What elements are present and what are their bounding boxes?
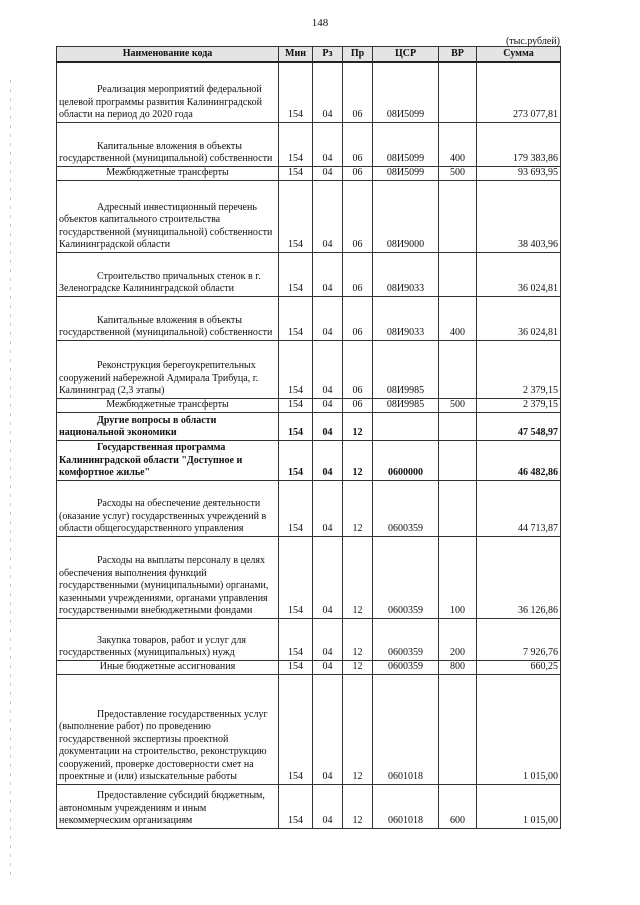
row-min-cell: 154: [279, 618, 313, 660]
row-pr-cell: 06: [343, 252, 373, 296]
row-name-cell: [57, 62, 279, 122]
row-vr-cell: [439, 180, 477, 252]
row-sum-cell: 179 383,86: [477, 122, 561, 166]
row-name: Капитальные вложения в объекты государственной (муниципальной) собственности: [59, 140, 273, 164]
row-sum-cell: 36 024,81: [477, 296, 561, 340]
row-pr-cell: 06: [343, 398, 373, 412]
row-pr-cell: 06: [343, 122, 373, 166]
row-csr-cell: 08И9985: [373, 340, 439, 398]
row-vr-cell: [439, 62, 477, 122]
row-vr-cell: [439, 674, 477, 784]
row-name: Предоставление государственных услуг (выполнение работ) по проведению государственной экспертизы проектной документации на строительство, реконструкцию сооружений, проверке достоверности смет на проектные и (или) изыскательные работы: [59, 708, 268, 782]
table-row: [57, 784, 561, 828]
row-vr-cell: 500: [439, 398, 477, 412]
table-row: [57, 180, 561, 252]
row-csr-cell: 08И9000: [373, 180, 439, 252]
row-sum-cell: 1 015,00: [477, 674, 561, 784]
row-name: Расходы на выплаты персоналу в целях обеспечения выполнения функций государственными (муниципальными) органами, казенными учреждениями, органами управления государственными внебюджетными фондами: [59, 555, 269, 616]
row-rz-cell: 04: [313, 660, 343, 674]
row-vr-cell: 500: [439, 166, 477, 180]
row-vr-cell: 400: [439, 296, 477, 340]
table-row: [57, 166, 561, 180]
row-name: Строительство причальных стенок в г. Зеленоградске Калининградской области: [59, 270, 261, 294]
row-csr-cell: [373, 412, 439, 440]
row-rz-cell: 04: [313, 180, 343, 252]
row-csr-cell: 08И9033: [373, 296, 439, 340]
row-pr-cell: 06: [343, 62, 373, 122]
table-row: [57, 62, 561, 122]
row-min-cell: 154: [279, 340, 313, 398]
row-vr-cell: [439, 412, 477, 440]
row-vr-cell: [439, 480, 477, 536]
row-name: Расходы на обеспечение деятельности (оказание услуг) государственных учреждений в области общегосударственного управления: [59, 498, 267, 534]
row-csr-cell: 0601018: [373, 784, 439, 828]
row-name-cell: [57, 440, 279, 480]
page-number: 148: [311, 17, 329, 29]
row-min-cell: 154: [279, 480, 313, 536]
row-rz-cell: 04: [313, 480, 343, 536]
row-name-cell: [57, 340, 279, 398]
header-name: Наименование кода: [57, 47, 279, 63]
row-name-cell: [57, 536, 279, 618]
row-name-cell: [57, 180, 279, 252]
table-row: [57, 252, 561, 296]
row-min-cell: 154: [279, 122, 313, 166]
row-rz-cell: 04: [313, 340, 343, 398]
row-min-cell: 154: [279, 180, 313, 252]
header-pr: Пр: [343, 47, 373, 63]
row-rz-cell: 04: [313, 412, 343, 440]
table-row: [57, 398, 561, 412]
header-min: Мин: [279, 47, 313, 63]
row-min-cell: 154: [279, 660, 313, 674]
row-rz-cell: 04: [313, 62, 343, 122]
row-rz-cell: 04: [313, 122, 343, 166]
row-vr-cell: [439, 252, 477, 296]
row-pr-cell: 12: [343, 674, 373, 784]
row-pr-cell: 12: [343, 440, 373, 480]
row-name-cell: [57, 296, 279, 340]
row-min-cell: 154: [279, 784, 313, 828]
row-name-cell: [57, 252, 279, 296]
row-min-cell: 154: [279, 412, 313, 440]
row-rz-cell: 04: [313, 536, 343, 618]
table-row: [57, 122, 561, 166]
row-sum-cell: 93 693,95: [477, 166, 561, 180]
row-name-cell: [57, 660, 279, 674]
header-rz: Рз: [313, 47, 343, 63]
table-row: [57, 340, 561, 398]
row-sum-cell: 2 379,15: [477, 340, 561, 398]
row-rz-cell: 04: [313, 296, 343, 340]
row-min-cell: 154: [279, 440, 313, 480]
row-name: Иные бюджетные ассигнования: [99, 661, 236, 672]
table-header-row: [57, 47, 561, 63]
row-name-cell: [57, 618, 279, 660]
header-sum: Сумма: [477, 47, 561, 63]
row-pr-cell: 12: [343, 536, 373, 618]
row-min-cell: 154: [279, 296, 313, 340]
row-name-cell: [57, 166, 279, 180]
row-sum-cell: 7 926,76: [477, 618, 561, 660]
row-sum-cell: 2 379,15: [477, 398, 561, 412]
row-rz-cell: 04: [313, 252, 343, 296]
row-rz-cell: 04: [313, 166, 343, 180]
row-name: Реализация мероприятий федеральной целевой программы развития Калининградской области на период до 2020 года: [59, 84, 263, 120]
row-name-cell: [57, 480, 279, 536]
row-name: Адресный инвестиционный перечень объектов капитального строительства государственной (муниципальной) собственности Калининградской области: [59, 201, 273, 250]
table-row: [57, 480, 561, 536]
row-vr-cell: [439, 440, 477, 480]
row-rz-cell: 04: [313, 440, 343, 480]
row-sum-cell: 1 015,00: [477, 784, 561, 828]
table-row: [57, 296, 561, 340]
row-name-cell: [57, 412, 279, 440]
row-csr-cell: 0600359: [373, 660, 439, 674]
row-min-cell: 154: [279, 166, 313, 180]
row-pr-cell: 06: [343, 296, 373, 340]
units-label: (тыс.рублей): [505, 36, 560, 47]
row-name: Капитальные вложения в объекты государственной (муниципальной) собственности: [59, 314, 273, 338]
row-min-cell: 154: [279, 398, 313, 412]
row-vr-cell: [439, 340, 477, 398]
row-rz-cell: 04: [313, 398, 343, 412]
row-name: Другие вопросы в области национальной экономики: [59, 414, 217, 438]
row-min-cell: 154: [279, 536, 313, 618]
row-name: Закупка товаров, работ и услуг для государственных (муниципальных) нужд: [59, 634, 246, 658]
row-name-cell: [57, 122, 279, 166]
row-csr-cell: 08И9985: [373, 398, 439, 412]
row-vr-cell: 800: [439, 660, 477, 674]
row-sum-cell: 273 077,81: [477, 62, 561, 122]
row-rz-cell: 04: [313, 784, 343, 828]
budget-table: [56, 46, 561, 829]
row-pr-cell: 12: [343, 480, 373, 536]
row-vr-cell: 600: [439, 784, 477, 828]
row-name-cell: [57, 398, 279, 412]
row-name: Государственная программа Калининградской области "Доступное и комфортное жилье": [59, 442, 243, 478]
row-pr-cell: 06: [343, 166, 373, 180]
row-csr-cell: 08И5099: [373, 166, 439, 180]
row-csr-cell: 0600359: [373, 536, 439, 618]
row-csr-cell: 08И5099: [373, 62, 439, 122]
row-csr-cell: 0600359: [373, 480, 439, 536]
table-row: [57, 618, 561, 660]
row-pr-cell: 06: [343, 180, 373, 252]
row-csr-cell: 0600000: [373, 440, 439, 480]
row-sum-cell: 47 548,97: [477, 412, 561, 440]
table-row: [57, 440, 561, 480]
row-pr-cell: 12: [343, 660, 373, 674]
row-sum-cell: 36 024,81: [477, 252, 561, 296]
row-pr-cell: 12: [343, 618, 373, 660]
row-vr-cell: 200: [439, 618, 477, 660]
row-csr-cell: 08И9033: [373, 252, 439, 296]
table-row: [57, 674, 561, 784]
row-csr-cell: 08И5099: [373, 122, 439, 166]
row-rz-cell: 04: [313, 674, 343, 784]
row-pr-cell: 12: [343, 784, 373, 828]
header-csr: ЦСР: [373, 47, 439, 63]
row-pr-cell: 12: [343, 412, 373, 440]
row-sum-cell: 46 482,86: [477, 440, 561, 480]
row-min-cell: 154: [279, 252, 313, 296]
row-vr-cell: 100: [439, 536, 477, 618]
table-row: [57, 660, 561, 674]
row-name: Межбюджетные трансферты: [106, 167, 229, 178]
table-row: [57, 536, 561, 618]
row-vr-cell: 400: [439, 122, 477, 166]
scan-edge-artifact: [10, 80, 11, 880]
row-rz-cell: 04: [313, 618, 343, 660]
row-sum-cell: 38 403,96: [477, 180, 561, 252]
row-csr-cell: 0601018: [373, 674, 439, 784]
row-name-cell: [57, 784, 279, 828]
row-min-cell: 154: [279, 674, 313, 784]
row-min-cell: 154: [279, 62, 313, 122]
row-name: Реконструкция берегоукрепительных сооружений набережной Адмирала Трибуца, г. Калининград (2,3 этапы): [59, 360, 259, 396]
row-csr-cell: 0600359: [373, 618, 439, 660]
row-pr-cell: 06: [343, 340, 373, 398]
row-name: Межбюджетные трансферты: [106, 399, 229, 410]
row-sum-cell: 660,25: [477, 660, 561, 674]
table-row: [57, 412, 561, 440]
row-sum-cell: 44 713,87: [477, 480, 561, 536]
row-sum-cell: 36 126,86: [477, 536, 561, 618]
row-name-cell: [57, 674, 279, 784]
header-vr: ВР: [439, 47, 477, 63]
row-name: Предоставление субсидий бюджетным, автономным учреждениям и иным некоммерческим организациям: [59, 790, 265, 826]
